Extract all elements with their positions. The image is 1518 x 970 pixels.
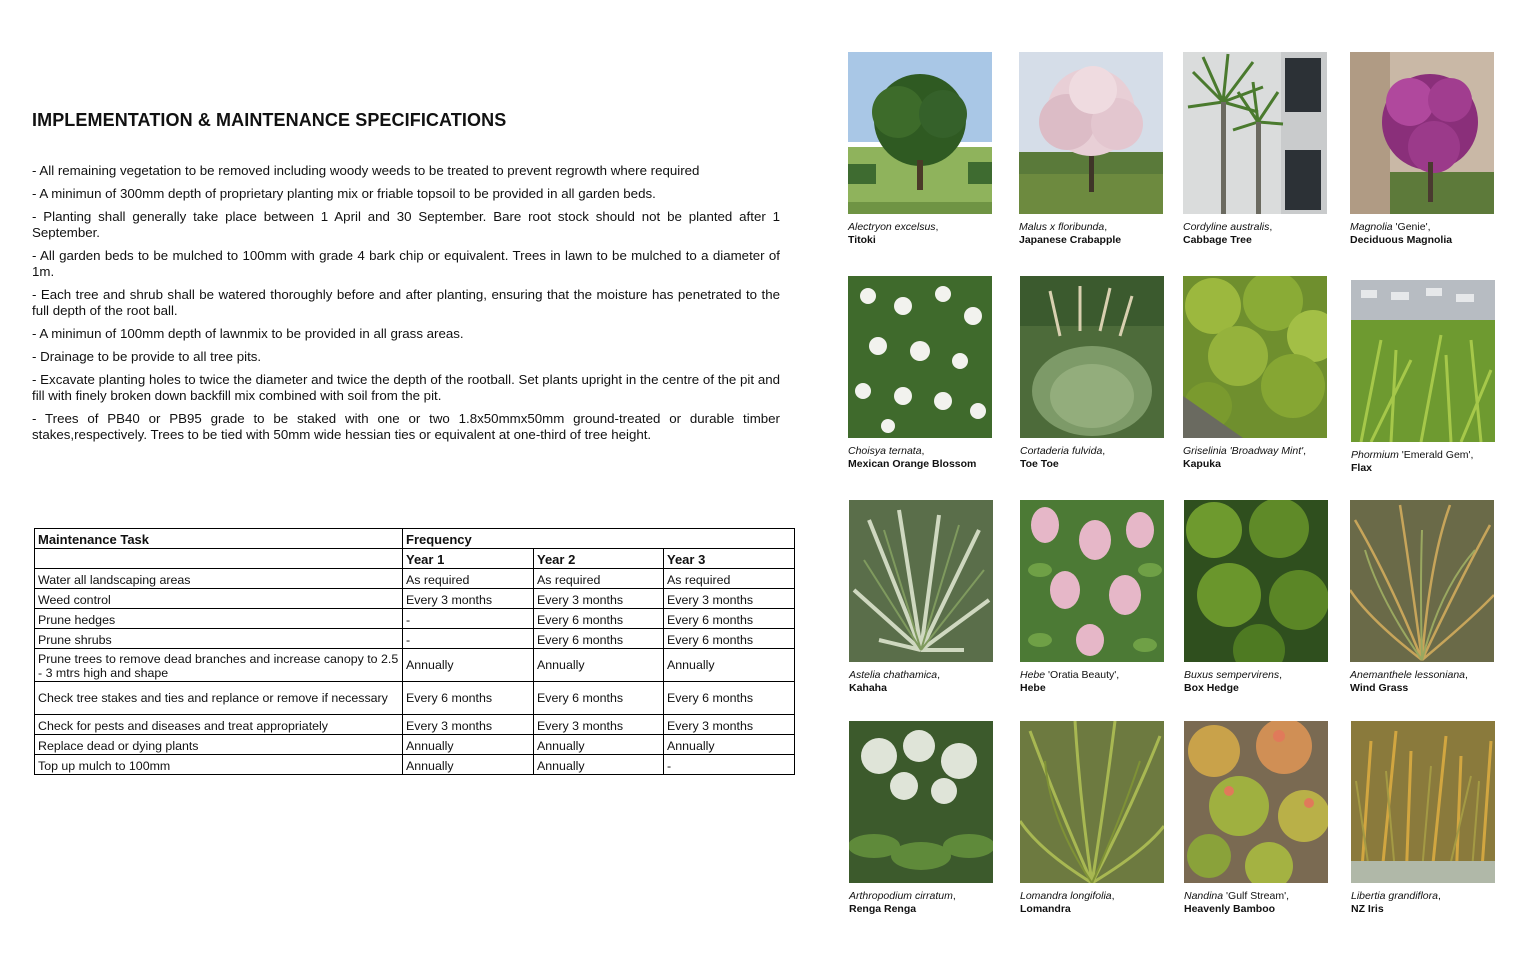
plant-common-name: Kapuka bbox=[1183, 458, 1221, 470]
table-row bbox=[35, 629, 795, 649]
frequency-cell: Every 3 months bbox=[403, 715, 534, 735]
plant-card-choisya bbox=[848, 276, 994, 471]
plant-scientific-name: Buxus sempervirens bbox=[1184, 669, 1280, 681]
task-cell: Check for pests and diseases and treat appropriately bbox=[35, 715, 403, 735]
plant-caption bbox=[1350, 669, 1496, 695]
table-row bbox=[35, 682, 795, 715]
plant-cultivar: , bbox=[1279, 669, 1283, 681]
plant-card-renga-renga bbox=[849, 721, 995, 916]
plant-common-name: Hebe bbox=[1020, 682, 1046, 694]
spec-item: - Trees of PB40 or PB95 grade to be staked with one or two 1.8x50mmx50mm ground-treated or durable timber stakes,respectively. Trees to be tied with 50mm wide hessian ties or equivalent at one-third of tree height. bbox=[32, 411, 780, 442]
plant-common-name: Deciduous Magnolia bbox=[1350, 234, 1453, 246]
empty-cell bbox=[35, 549, 403, 569]
spec-item: - Each tree and shrub shall be watered thoroughly before and after planting, ensuring that the moisture has penetrated to the full depth of the root ball. bbox=[32, 287, 780, 318]
table-row bbox=[35, 649, 795, 682]
task-cell: Water all landscaping areas bbox=[35, 569, 403, 589]
frequency-cell: Every 6 months bbox=[664, 609, 795, 629]
task-cell: Prune shrubs bbox=[35, 629, 403, 649]
table-header-row bbox=[35, 529, 795, 549]
table-subheader-row bbox=[35, 549, 795, 569]
plant-photo bbox=[849, 500, 993, 662]
plant-scientific-name: Libertia grandiflora bbox=[1351, 890, 1438, 902]
plant-common-name: Wind Grass bbox=[1350, 682, 1409, 694]
plant-photo bbox=[1020, 721, 1164, 883]
plant-cultivar: , bbox=[1102, 445, 1106, 457]
plant-caption bbox=[1019, 221, 1165, 247]
plant-cultivar: , bbox=[935, 221, 939, 233]
plant-common-name: Flax bbox=[1351, 462, 1373, 474]
plant-photo bbox=[1350, 500, 1494, 662]
plant-common-name: Box Hedge bbox=[1184, 682, 1239, 694]
plant-cultivar: , bbox=[921, 445, 925, 457]
plant-card-flax bbox=[1351, 280, 1497, 475]
plant-common-name: Kahaha bbox=[849, 682, 887, 694]
plant-common-name: Lomandra bbox=[1020, 903, 1071, 915]
plant-cultivar: , bbox=[937, 669, 941, 681]
plant-card-nz-iris bbox=[1351, 721, 1497, 916]
plant-cultivar: , bbox=[1437, 890, 1441, 902]
plant-scientific-name: Hebe bbox=[1020, 669, 1046, 681]
plant-scientific-name: Griselinia 'Broadway Mint' bbox=[1183, 445, 1304, 457]
task-cell: Prune hedges bbox=[35, 609, 403, 629]
plant-common-name: Heavenly Bamboo bbox=[1184, 903, 1276, 915]
frequency-cell: Every 6 months bbox=[534, 682, 664, 715]
plant-caption bbox=[1020, 669, 1166, 695]
plant-caption bbox=[1020, 445, 1166, 471]
plant-photo bbox=[1350, 52, 1494, 214]
plant-photo bbox=[1184, 721, 1328, 883]
plant-photo bbox=[849, 721, 993, 883]
frequency-cell: Annually bbox=[403, 735, 534, 755]
spec-item: - Excavate planting holes to twice the diameter and twice the depth of the rootball. Set plants upright in the centre of the pit and fill with finely broken down backfill mix combined with soil from the pit. bbox=[32, 372, 780, 403]
plant-caption bbox=[1183, 445, 1329, 471]
task-cell: Top up mulch to 100mm bbox=[35, 755, 403, 775]
plant-card-box-hedge bbox=[1184, 500, 1330, 695]
plant-card-crabapple bbox=[1019, 52, 1165, 247]
plant-common-name: NZ Iris bbox=[1351, 903, 1384, 915]
plant-scientific-name: Nandina bbox=[1184, 890, 1224, 902]
plant-cultivar: , bbox=[1111, 890, 1115, 902]
plant-scientific-name: Malus x floribunda bbox=[1019, 221, 1105, 233]
spec-item: - A minimun of 300mm depth of proprietary planting mix or friable topsoil to be provided in all garden beds. bbox=[32, 186, 656, 201]
table-row bbox=[35, 735, 795, 755]
plant-cultivar: 'Oratia Beauty', bbox=[1045, 669, 1120, 681]
plant-caption bbox=[848, 221, 994, 247]
frequency-cell: As required bbox=[534, 569, 664, 589]
plant-caption bbox=[1184, 890, 1330, 916]
plant-photo bbox=[1020, 500, 1164, 662]
plant-photo bbox=[1184, 500, 1328, 662]
plant-cultivar: 'Gulf Stream', bbox=[1223, 890, 1289, 902]
table-row bbox=[35, 755, 795, 775]
frequency-cell: As required bbox=[403, 569, 534, 589]
plant-scientific-name: Cortaderia fulvida bbox=[1020, 445, 1103, 457]
year-header: Year 1 bbox=[403, 549, 534, 569]
frequency-cell: - bbox=[403, 609, 534, 629]
plant-photo bbox=[1351, 280, 1495, 442]
plant-photo bbox=[848, 52, 992, 214]
plant-scientific-name: Alectryon excelsus bbox=[848, 221, 936, 233]
task-cell: Prune trees to remove dead branches and increase canopy to 2.5 - 3 mtrs high and shape bbox=[35, 649, 403, 682]
frequency-cell: Every 3 months bbox=[534, 589, 664, 609]
year-header: Year 2 bbox=[534, 549, 664, 569]
plant-caption bbox=[1184, 669, 1330, 695]
maintenance-table bbox=[34, 528, 795, 775]
plant-cultivar: , bbox=[1269, 221, 1273, 233]
frequency-cell: Annually bbox=[403, 649, 534, 682]
plant-card-toe-toe bbox=[1020, 276, 1166, 471]
plant-caption bbox=[848, 445, 994, 471]
frequency-cell: Every 3 months bbox=[403, 589, 534, 609]
plant-card-wind-grass bbox=[1350, 500, 1496, 695]
page-title: IMPLEMENTATION & MAINTENANCE SPECIFICATIONS bbox=[32, 110, 507, 130]
plant-card-kahaha bbox=[849, 500, 995, 695]
frequency-header: Frequency bbox=[403, 529, 795, 549]
plant-scientific-name: Choisya ternata bbox=[848, 445, 922, 457]
plant-common-name: Toe Toe bbox=[1020, 458, 1059, 470]
plant-common-name: Renga Renga bbox=[849, 903, 917, 915]
frequency-cell: Every 6 months bbox=[403, 682, 534, 715]
plant-scientific-name: Arthropodium cirratum bbox=[849, 890, 953, 902]
frequency-cell: Annually bbox=[403, 755, 534, 775]
frequency-cell: Every 6 months bbox=[664, 629, 795, 649]
plant-caption bbox=[849, 890, 995, 916]
plant-card-heavenly-bamboo bbox=[1184, 721, 1330, 916]
plant-card-kapuka bbox=[1183, 276, 1329, 471]
task-header: Maintenance Task bbox=[35, 529, 403, 549]
spec-item: - A minimun of 100mm depth of lawnmix to be provided in all grass areas. bbox=[32, 326, 464, 341]
plant-caption bbox=[1020, 890, 1166, 916]
task-cell: Check tree stakes and ties and replance or remove if necessary bbox=[35, 682, 403, 715]
plant-common-name: Mexican Orange Blossom bbox=[848, 458, 977, 470]
plant-caption bbox=[1183, 221, 1329, 247]
plant-cultivar: , bbox=[1303, 445, 1307, 457]
task-cell: Replace dead or dying plants bbox=[35, 735, 403, 755]
plant-caption bbox=[1350, 221, 1496, 247]
plant-scientific-name: Anemanthele lessoniana bbox=[1350, 669, 1465, 681]
plant-photo bbox=[1183, 276, 1327, 438]
plant-caption bbox=[849, 669, 995, 695]
frequency-cell: - bbox=[403, 629, 534, 649]
plant-photo bbox=[1019, 52, 1163, 214]
plant-scientific-name: Magnolia bbox=[1350, 221, 1393, 233]
table-row bbox=[35, 715, 795, 735]
frequency-cell: - bbox=[664, 755, 795, 775]
plant-scientific-name: Astelia chathamica bbox=[849, 669, 938, 681]
table-row bbox=[35, 589, 795, 609]
frequency-cell: Annually bbox=[534, 649, 664, 682]
frequency-cell: Annually bbox=[534, 735, 664, 755]
plant-scientific-name: Phormium bbox=[1351, 449, 1399, 461]
year-header: Year 3 bbox=[664, 549, 795, 569]
frequency-cell: Every 3 months bbox=[664, 589, 795, 609]
frequency-cell: As required bbox=[664, 569, 795, 589]
plant-common-name: Cabbage Tree bbox=[1183, 234, 1252, 246]
frequency-cell: Every 6 months bbox=[664, 682, 795, 715]
plant-caption bbox=[1351, 449, 1497, 475]
plant-cultivar: , bbox=[1465, 669, 1468, 681]
plant-cultivar: , bbox=[1104, 221, 1108, 233]
spec-item: - Drainage to be provide to all tree pits. bbox=[32, 349, 262, 364]
plant-card-titoki bbox=[848, 52, 994, 247]
frequency-cell: Annually bbox=[534, 755, 664, 775]
plant-caption bbox=[1351, 890, 1497, 916]
specifications-list bbox=[32, 163, 780, 443]
frequency-cell: Annually bbox=[664, 735, 795, 755]
plant-common-name: Titoki bbox=[848, 234, 876, 246]
plant-scientific-name: Lomandra longifolia bbox=[1020, 890, 1112, 902]
table-row bbox=[35, 569, 795, 589]
plant-card-lomandra bbox=[1020, 721, 1166, 916]
plant-card-cabbage-tree bbox=[1183, 52, 1329, 247]
spec-item: - Planting shall generally take place between 1 April and 30 September. Bare root stock should not be planted after 1 September. bbox=[32, 209, 780, 240]
frequency-cell: Every 3 months bbox=[534, 715, 664, 735]
frequency-cell: Annually bbox=[664, 649, 795, 682]
plant-cultivar: 'Genie', bbox=[1392, 221, 1431, 233]
frequency-cell: Every 6 months bbox=[534, 609, 664, 629]
spec-item: - All garden beds to be mulched to 100mm with grade 4 bark chip or equivalent. Trees in lawn to be mulched to a diameter of 1m. bbox=[32, 248, 780, 279]
task-cell: Weed control bbox=[35, 589, 403, 609]
plant-photo bbox=[1183, 52, 1327, 214]
plant-scientific-name: Cordyline australis bbox=[1183, 221, 1270, 233]
plant-card-magnolia bbox=[1350, 52, 1496, 247]
plant-cultivar: , bbox=[952, 890, 956, 902]
plant-photo bbox=[1020, 276, 1164, 438]
plant-photo bbox=[1351, 721, 1495, 883]
frequency-cell: Every 6 months bbox=[534, 629, 664, 649]
plant-card-hebe bbox=[1020, 500, 1166, 695]
frequency-cell: Every 3 months bbox=[664, 715, 795, 735]
spec-item: - All remaining vegetation to be removed including woody weeds to be treated to prevent regrowth where required bbox=[32, 163, 700, 178]
plant-photo bbox=[848, 276, 992, 438]
table-row bbox=[35, 609, 795, 629]
plant-common-name: Japanese Crabapple bbox=[1019, 234, 1122, 246]
plant-cultivar: 'Emerald Gem', bbox=[1398, 449, 1474, 461]
